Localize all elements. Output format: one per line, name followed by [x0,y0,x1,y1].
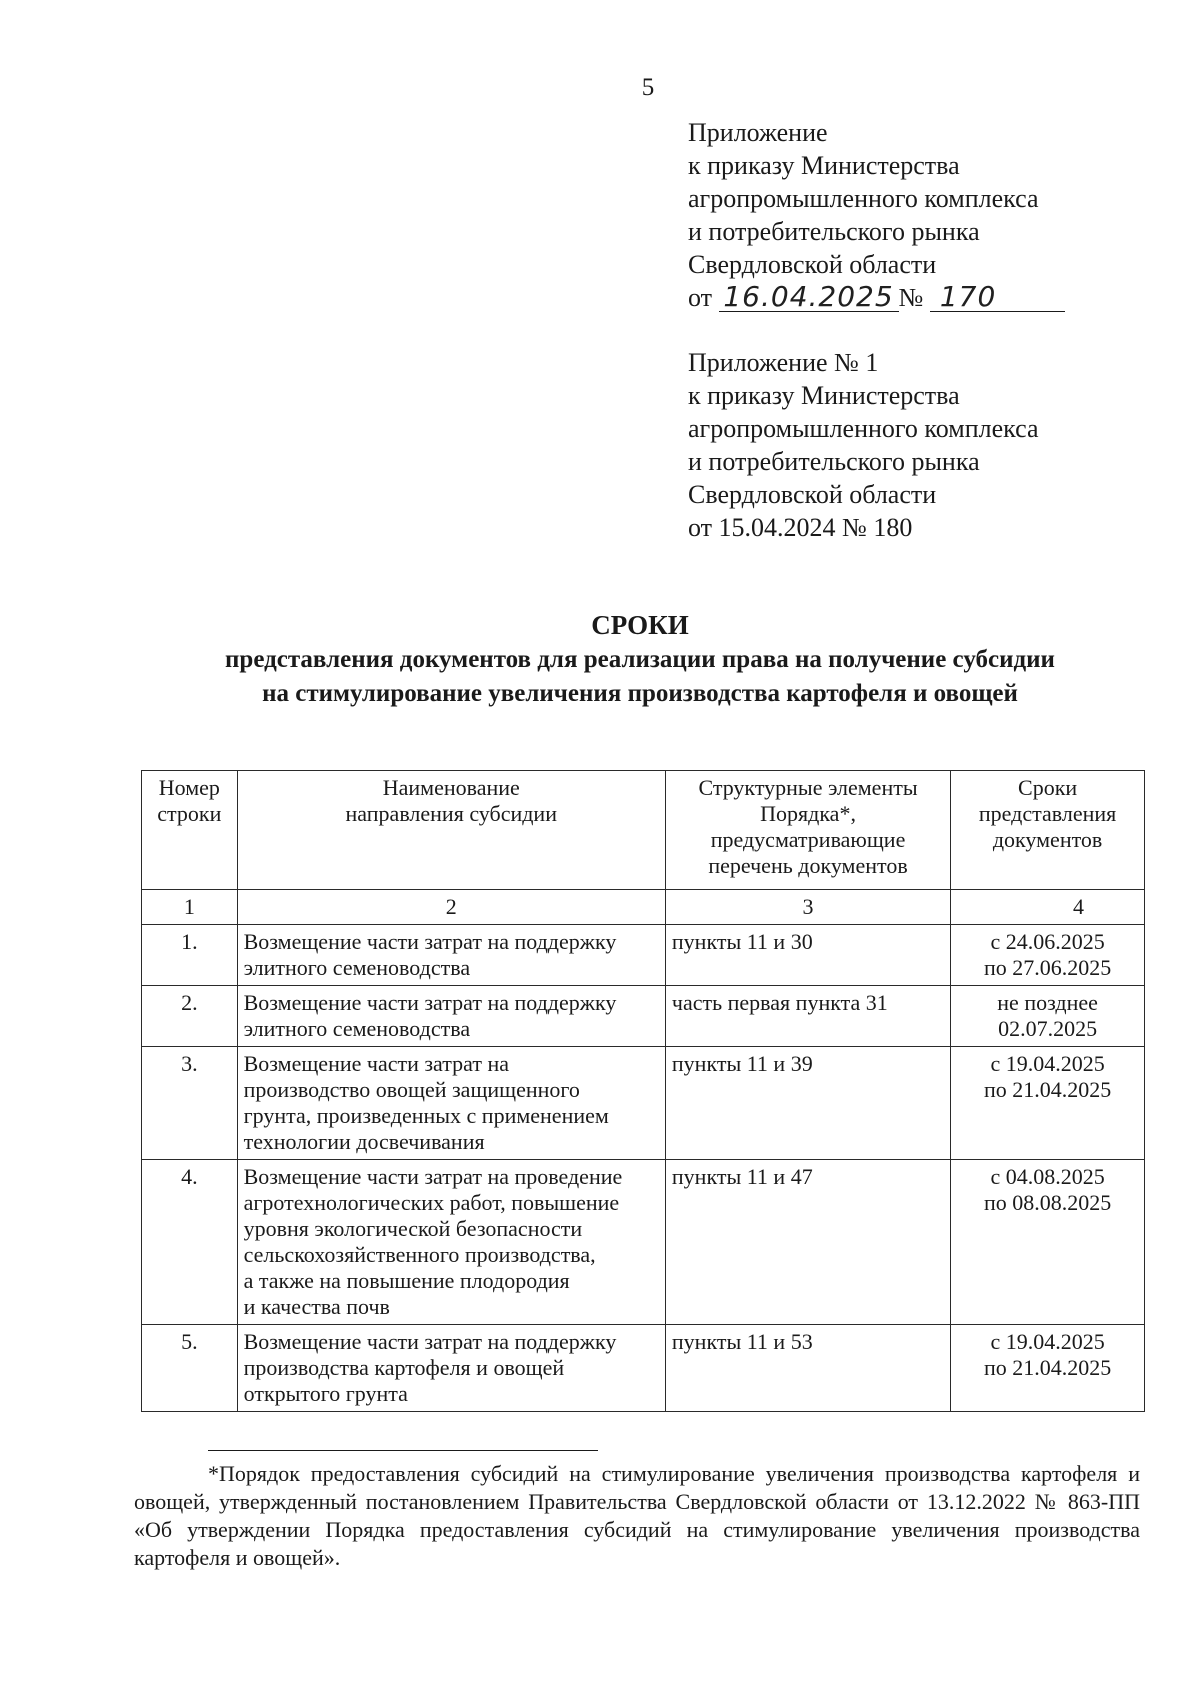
appendix-1-header-line: от 15.04.2024 № 180 [688,513,913,542]
appendix-header-line: Свердловской области [688,250,937,279]
structural-elements: пункты 11 и 30 [665,925,950,986]
appendix-1-header-line: к приказу Министерства [688,381,960,410]
appendix-1-header-line: Приложение № 1 [688,348,879,377]
order-date-line [688,281,1108,314]
table-row [142,1047,1145,1160]
deadline: с 19.04.2025 по 21.04.2025 [951,1047,1145,1160]
row-number: 3. [142,1047,238,1160]
column-number-row [142,890,1145,925]
handwritten-date: 16.04.2025 [719,283,899,312]
deadline: с 04.08.2025 по 08.08.2025 [951,1160,1145,1325]
row-number: 1. [142,925,238,986]
deadline: с 24.06.2025 по 27.06.2025 [951,925,1145,986]
appendix-header-line: агропромышленного комплекса [688,184,1039,213]
appendix-1-header-line: и потребительского рынка [688,447,980,476]
title-subtitle-line: представления документов для реализации права на получение субсидии [225,646,1055,673]
structural-elements: пункты 11 и 47 [665,1160,950,1325]
structural-elements: пункты 11 и 53 [665,1325,950,1412]
appendix-header [688,116,1108,314]
number-sign: № [898,283,924,312]
title-main: СРОКИ [591,610,689,640]
row-number: 5. [142,1325,238,1412]
header-subsidy-name: Наименование направления субсидии [237,771,665,890]
footnote-divider [208,1450,598,1451]
subsidy-name: Возмещение части затрат на поддержку производства картофеля и овощей открытого грунта [237,1325,665,1412]
deadlines-table [141,770,1145,1412]
subsidy-name: Возмещение части затрат на проведение агротехнологических работ, повышение уровня экологической безопасности сельскохозяйственного производства, а также на повышение плодородия и качества почв [237,1160,665,1325]
appendix-header-line: к приказу Министерства [688,151,960,180]
appendix-1-header-line: Свердловской области [688,480,937,509]
appendix-1-header [688,346,1108,544]
deadline: с 19.04.2025 по 21.04.2025 [951,1325,1145,1412]
page-number: 5 [641,74,655,101]
column-number: 4 [951,890,1145,925]
appendix-header-line: и потребительского рынка [688,217,980,246]
column-number: 2 [237,890,665,925]
header-deadlines: Сроки представления документов [951,771,1145,890]
table-row [142,986,1145,1047]
column-number: 1 [142,890,238,925]
column-number: 3 [665,890,950,925]
footnote: *Порядок предоставления субсидий на стимулирование увеличения производства картофеля и овощей, утвержденный постановлением Правительства Свердловской области от 13.12.2022 № 863-ПП «Об утверждении Порядка предоставления субсидий на стимулирование увеличения производства картофеля и овощей». [134,1461,1140,1570]
header-structural-elements: Структурные элементы Порядка*, предусматривающие перечень документов [665,771,950,890]
row-number: 4. [142,1160,238,1325]
table-row [142,925,1145,986]
appendix-1-header-line: агропромышленного комплекса [688,414,1039,443]
structural-elements: часть первая пункта 31 [665,986,950,1047]
header-row-number: Номер строки [142,771,238,890]
row-number: 2. [142,986,238,1047]
table-row [142,1325,1145,1412]
table-row [142,1160,1145,1325]
title-subtitle-line: на стимулирование увеличения производства картофеля и овощей [262,680,1018,707]
deadline: не позднее 02.07.2025 [951,986,1145,1047]
date-prefix: от [688,283,713,312]
subsidy-name: Возмещение части затрат на производство овощей защищенного грунта, произведенных с применением технологии досвечивания [237,1047,665,1160]
appendix-header-line: Приложение [688,118,828,147]
table-header-row [142,771,1145,890]
document-title [120,607,1160,711]
handwritten-number: 170 [930,283,1065,312]
structural-elements: пункты 11 и 39 [665,1047,950,1160]
subsidy-name: Возмещение части затрат на поддержку элитного семеноводства [237,986,665,1047]
subsidy-name: Возмещение части затрат на поддержку элитного семеноводства [237,925,665,986]
